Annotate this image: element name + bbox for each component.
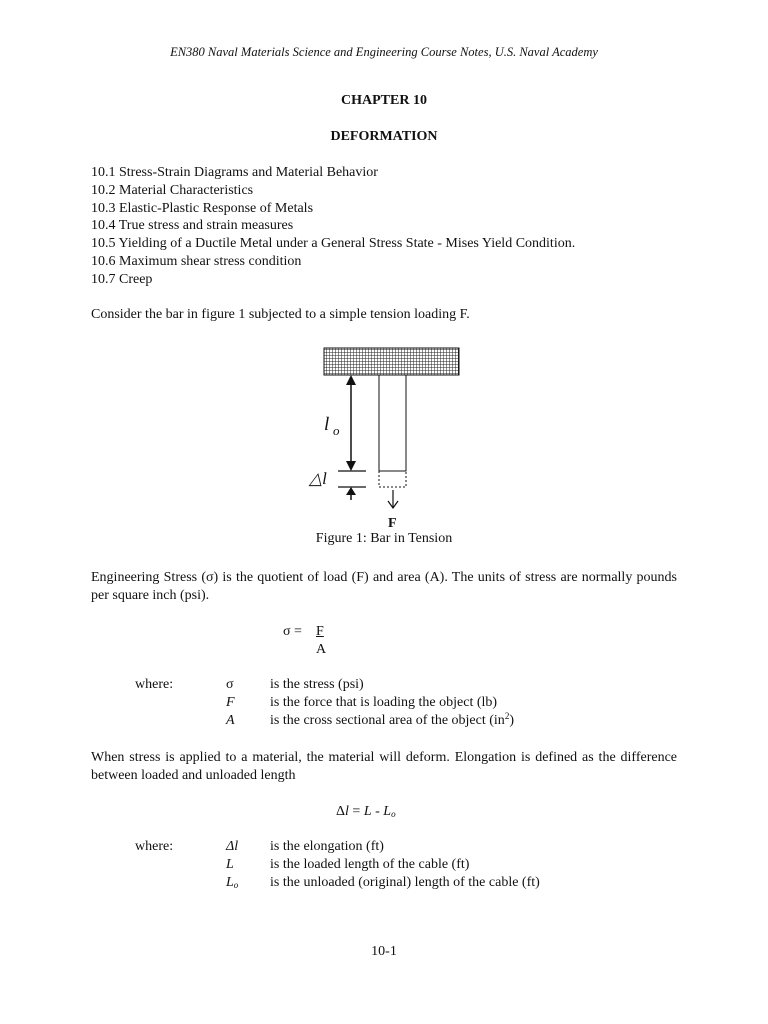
intro-paragraph: Consider the bar in figure 1 subjected to a simple tension loading F.: [91, 307, 470, 322]
definition-symbol: A: [226, 713, 235, 728]
toc-item: 10.7 Creep: [91, 271, 153, 287]
toc-item: 10.4 True stress and strain measures: [91, 218, 294, 234]
chapter-heading: CHAPTER 10: [341, 93, 427, 108]
definition-text: is the loaded length of the cable (ft): [270, 857, 470, 872]
definition-text: is the unloaded (original) length of the cable (ft): [270, 875, 540, 890]
running-header: EN380 Naval Materials Science and Engineering Course Notes, U.S. Naval Academy: [170, 45, 598, 59]
toc-item: 10.3 Elastic-Plastic Response of Metals: [91, 200, 314, 216]
elongation-equation: $\Delta l = L - L_o$: [336, 804, 396, 819]
definition-symbol: $L_o$: [226, 875, 239, 890]
original-length-label: l: [324, 414, 330, 435]
page-number: 10-1: [371, 944, 397, 959]
toc-item: 10.5 Yielding of a Ductile Metal under a General Stress State - Mises Yield Condition.: [91, 236, 576, 252]
definition-symbol: L: [226, 857, 234, 872]
chapter-title: DEFORMATION: [330, 129, 438, 144]
elongation-label: △l: [309, 469, 327, 488]
definition-symbol: σ: [226, 677, 234, 692]
fixed-support-hatch: [324, 348, 459, 375]
definition-text: is the force that is loading the object (lb): [270, 695, 498, 710]
stress-equation-lhs: σ =: [283, 624, 302, 639]
bar-body: [379, 375, 406, 471]
figure-caption: Figure 1: Bar in Tension: [315, 531, 453, 546]
arrow-up-icon: [346, 487, 356, 495]
toc-item: 10.1 Stress-Strain Diagrams and Material Behavior: [91, 165, 378, 180]
toc-item: 10.6 Maximum shear stress condition: [91, 253, 302, 269]
definition-text: is the stress (psi): [270, 677, 364, 692]
definition-symbol: Δl: [226, 839, 239, 854]
stress-equation-numerator: F: [316, 624, 324, 639]
toc-item: 10.2 Material Characteristics: [91, 182, 254, 198]
arrow-up-icon: [346, 375, 356, 385]
table-of-contents: [91, 164, 575, 289]
definition-text: is the cross sectional area of the object $(in^2)$: [270, 711, 514, 728]
where-label: where:: [135, 677, 174, 692]
bar-elongation-dashed: [379, 471, 406, 487]
arrow-down-icon: [346, 461, 356, 471]
stress-equation-denominator: A: [316, 642, 327, 657]
definition-symbol: F: [226, 695, 235, 710]
stress-paragraph: Engineering Stress (σ) is the quotient of load (F) and area (A). The units of stress are normally pounds per square inch (psi).: [91, 570, 677, 603]
force-label: F: [388, 516, 397, 530]
original-length-subscript: o: [333, 423, 340, 438]
where-label: where:: [135, 839, 174, 854]
elongation-paragraph: When stress is applied to a material, the material will deform. Elongation is defined as the difference between loaded and unloaded length: [91, 750, 677, 783]
bar-in-tension-figure: [290, 340, 480, 530]
definition-text: is the elongation (ft): [270, 839, 384, 854]
